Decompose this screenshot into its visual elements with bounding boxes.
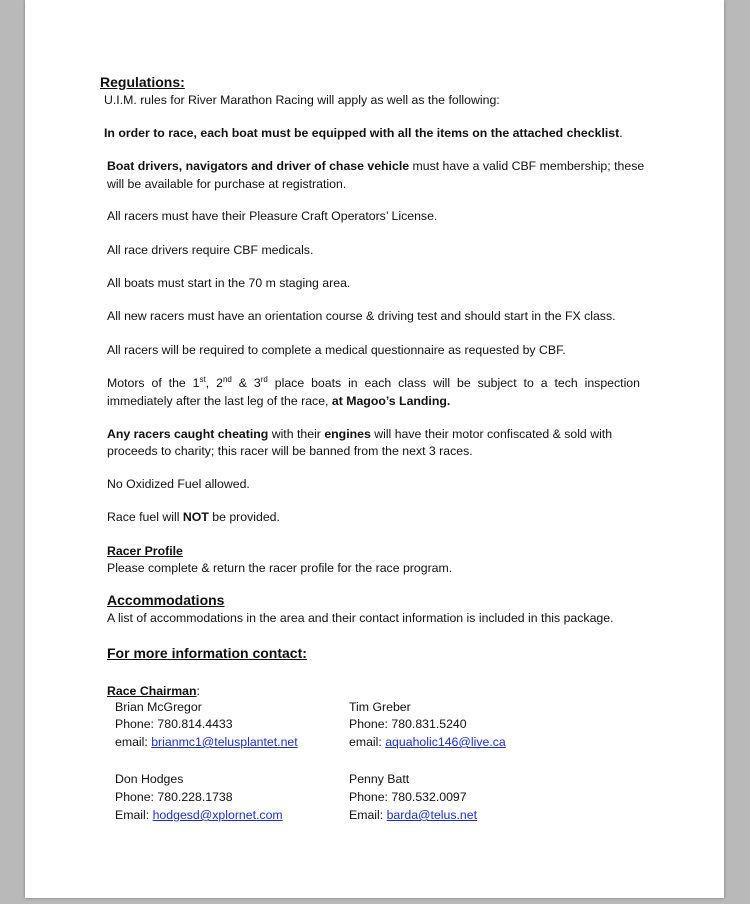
motors-text-d: place boats in each class will be subject to a tech inspection (267, 376, 640, 390)
racer-profile-heading: Racer Profile (107, 544, 183, 558)
regulations-heading: Regulations: (100, 74, 185, 90)
cheating-rule (107, 426, 612, 443)
contact-email-row (115, 734, 298, 751)
sup-nd: nd (222, 374, 232, 384)
motors-rule (107, 375, 640, 392)
contact-phone: Phone: 780.831.5240 (349, 717, 467, 731)
questionnaire-rule: All racers will be required to complete a medical questionnaire as requested by CBF. (107, 343, 566, 357)
contact-email-row (349, 734, 506, 751)
regulations-intro: U.I.M. rules for River Marathon Racing will apply as well as the following: (104, 93, 500, 107)
fuel-not: NOT (182, 510, 209, 524)
chairman-colon: : (196, 684, 200, 698)
contact-name: Brian McGregor (115, 700, 202, 714)
cheat-bold-2: engines (324, 427, 371, 441)
accommodations-text: A list of accommodations in the area and their contact information is included in this package. (107, 611, 614, 625)
motors-text-c: & 3 (231, 376, 261, 390)
license-rule: All racers must have their Pleasure Craft Operators’ License. (107, 209, 438, 223)
contact-phone: Phone: 780.532.0097 (349, 790, 467, 804)
email-link[interactable]: barda@telus.net (386, 808, 478, 822)
staging-rule: All boats must start in the 70 m staging area. (107, 276, 351, 290)
race-chairman-label (107, 683, 200, 700)
email-link[interactable]: brianmc1@telusplantet.net (151, 735, 298, 749)
cbf-membership-rule (107, 158, 644, 175)
contact-email-row (349, 807, 477, 824)
checklist-text: In order to race, each boat must be equipped with all the items on the attached checklist (104, 126, 620, 140)
cbf-membership-line2: will be available for purchase at registration. (107, 177, 347, 191)
motors-rule-line2 (107, 393, 450, 410)
motors-location: at Magoo’s Landing. (331, 394, 451, 408)
contact-phone: Phone: 780.228.1738 (115, 790, 233, 804)
cbf-bold: Boat drivers, navigators and driver of chase vehicle (107, 159, 410, 173)
motors-text-b: , 2 (205, 376, 223, 390)
cheat-rest: will have their motor confiscated & sold with (370, 427, 613, 441)
email-link[interactable]: aquaholic146@live.ca (385, 735, 506, 749)
oxidized-fuel-rule: No Oxidized Fuel allowed. (107, 477, 250, 491)
email-label: email: (115, 735, 152, 749)
email-label: Email: (349, 808, 387, 822)
cheat-mid: with their (268, 427, 325, 441)
checklist-end: . (619, 126, 623, 140)
contact-name: Penny Batt (349, 772, 410, 786)
sup-rd: rd (260, 374, 268, 384)
cheat-bold-1: Any racers caught cheating (107, 427, 269, 441)
fuel-text-b: be provided. (208, 510, 280, 524)
contact-name: Tim Greber (349, 700, 411, 714)
document-page (25, 0, 724, 898)
contact-email-row (115, 807, 283, 824)
cheating-rule-line2: proceeds to charity; this racer will be banned from the next 3 races. (107, 444, 473, 458)
checklist-rule (104, 125, 623, 142)
new-racers-rule: All new racers must have an orientation course & driving test and should start in the FX class. (107, 309, 616, 323)
racer-profile-text: Please complete & return the racer profile for the race program. (107, 561, 453, 575)
fuel-text-a: Race fuel will (107, 510, 183, 524)
contact-heading: For more information contact: (107, 645, 307, 661)
medicals-rule: All race drivers require CBF medicals. (107, 243, 314, 257)
contact-phone: Phone: 780.814.4433 (115, 717, 233, 731)
contact-name: Don Hodges (115, 772, 184, 786)
accommodations-heading: Accommodations (107, 592, 225, 608)
chairman-label-text: Race Chairman (107, 684, 197, 698)
motors-line2-text: immediately after the last leg of the race, (107, 394, 332, 408)
cbf-rest: must have a valid CBF membership; these (409, 159, 645, 173)
motors-text-a: Motors of the 1 (107, 376, 200, 390)
race-fuel-rule (107, 509, 280, 526)
sup-st: st (199, 374, 206, 384)
email-link[interactable]: hodgesd@xplornet.com (152, 808, 283, 822)
email-label: email: (349, 735, 386, 749)
email-label: Email: (115, 808, 153, 822)
